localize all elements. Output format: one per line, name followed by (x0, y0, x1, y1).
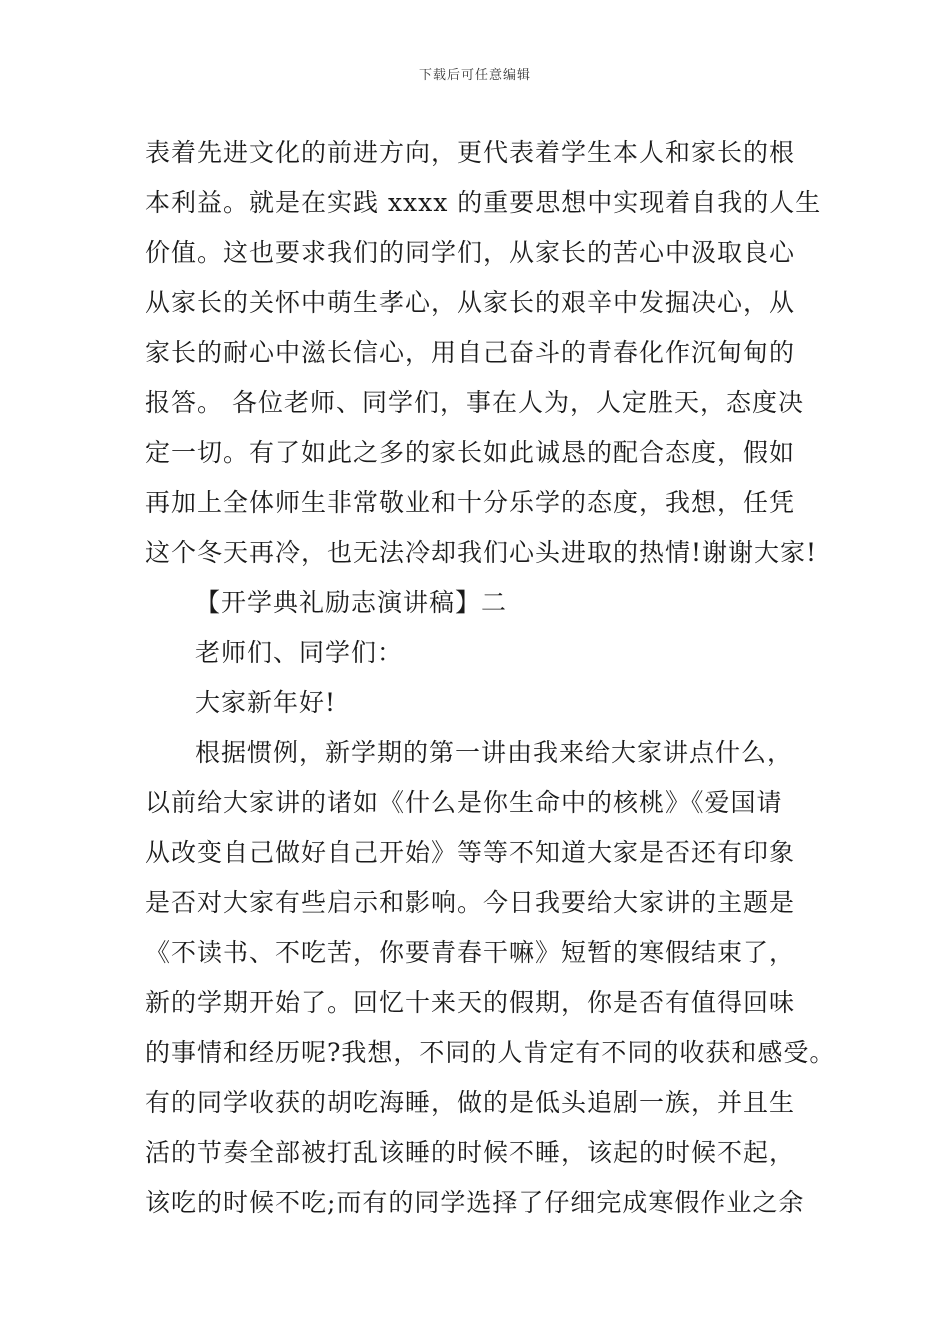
text-line: 从家长的关怀中萌生孝心，从家长的艰辛中发掘决心，从 (145, 288, 796, 317)
text-line: 是否对大家有些启示和影响。今日我要给大家讲的主题是 (145, 888, 796, 917)
text-line: 再加上全体师生非常敬业和十分乐学的态度，我想，任凭 (145, 488, 796, 517)
text-line: 这个冬天再冷，也无法冷却我们心头进取的热情!谢谢大家! (145, 538, 818, 567)
text-line: 新的学期开始了。回忆十来天的假期，你是否有值得回味 (145, 988, 796, 1017)
text-line: 该吃的时候不吃;而有的同学选择了仔细完成寒假作业之余 (145, 1188, 805, 1217)
text-line: 根据惯例，新学期的第一讲由我来给大家讲点什么， (195, 738, 794, 767)
document-body (145, 128, 836, 1228)
text-line: 活的节奏全部被打乱该睡的时候不睡，该起的时候不起， (145, 1138, 796, 1167)
text-line: 定一切。有了如此之多的家长如此诚恳的配合态度，假如 (145, 438, 796, 467)
text-line: 价值。这也要求我们的同学们，从家长的苦心中汲取良心 (145, 238, 796, 267)
section-heading: 【开学典礼励志演讲稿】二 (195, 588, 508, 617)
text-line: 从改变自己做好自己开始》等等不知道大家是否还有印象 (145, 838, 796, 867)
salutation: 老师们、同学们： (195, 638, 404, 667)
text-line: 以前给大家讲的诸如《什么是你生命中的核桃》《爱国请 (145, 788, 783, 817)
text-line: 报答。 各位老师、同学们，事在人为，人定胜天，态度决 (145, 388, 804, 417)
greeting: 大家新年好! (195, 688, 337, 717)
text-line: 家长的耐心中滋长信心，用自己奋斗的青春化作沉甸甸的 (145, 338, 796, 367)
text-line: 表着先进文化的前进方向，更代表着学生本人和家长的根 (145, 138, 796, 167)
text-line: 的事情和经历呢?我想，不同的人肯定有不同的收获和感受。 (145, 1038, 836, 1067)
text-line: 本利益。就是在实践 xxxx 的重要思想中实现着自我的人生 (145, 188, 822, 217)
text-line: 有的同学收获的胡吃海睡，做的是低头追剧一族，并且生 (145, 1088, 796, 1117)
page-header: 下载后可任意编辑 (418, 68, 531, 83)
text-line: 《不读书、不吃苦，你要青春干嘛》短暂的寒假结束了， (145, 938, 796, 967)
